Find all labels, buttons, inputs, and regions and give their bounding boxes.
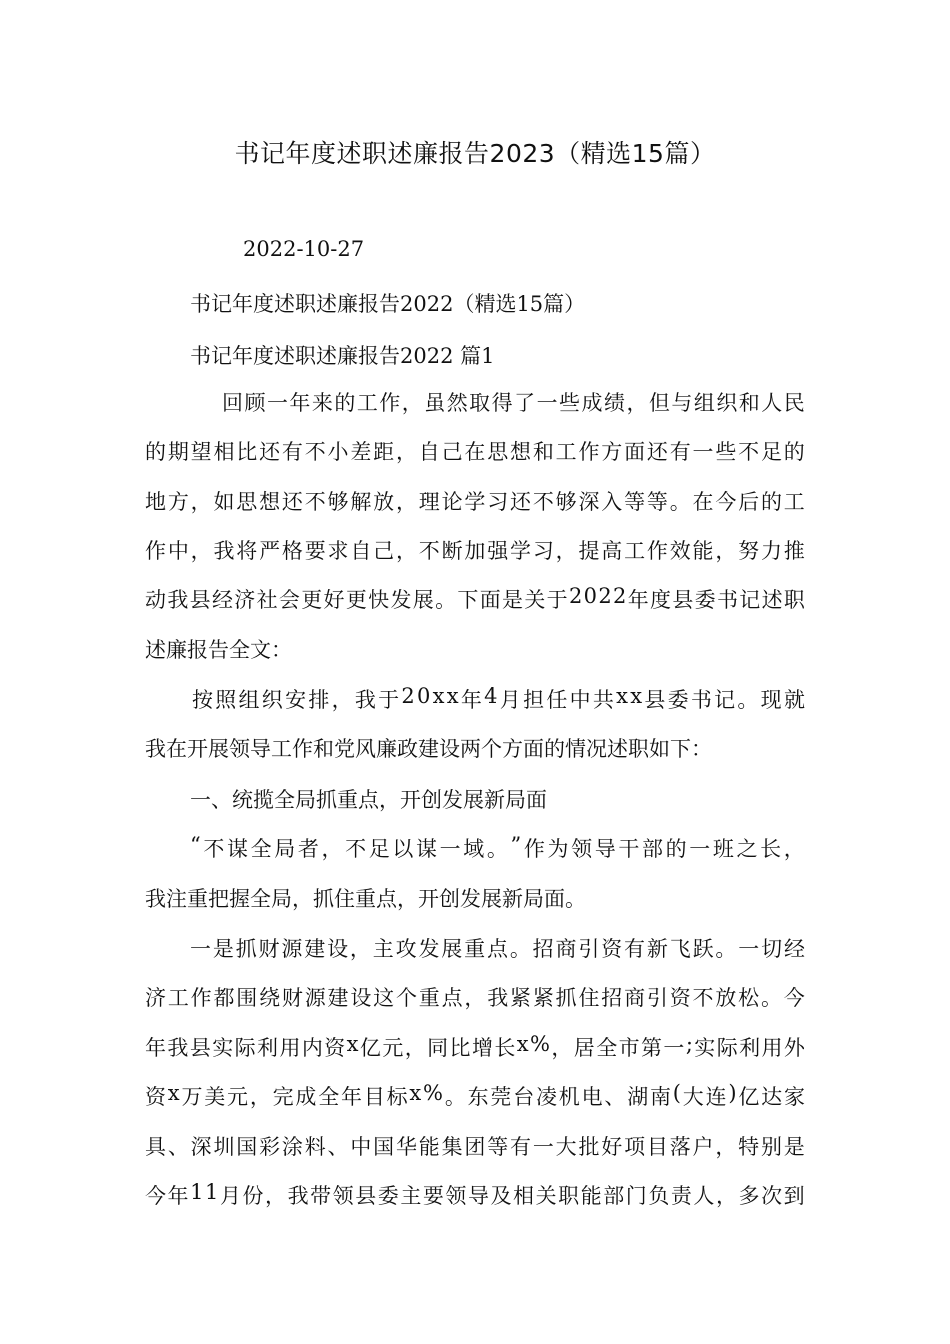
body-line: 济 工 作 都 围 绕 财 源 建 设 这 个 重 点 ， 我 紧 紧 抓 住 招 商 引 资 不 放 松 。 今 — [145, 986, 805, 1010]
document-subtitle: 书记年度述职述廉报告2022（精选15篇） — [190, 292, 586, 316]
body-line: 的 期 望 相 比 还 有 不 小 差 距 ， 自 己 在 思 想 和 工 作 方 面 还 有 一 些 不 足 的 — [145, 440, 805, 464]
body-line: 具 、 深 圳 国 彩 涂 料 、 中 国 华 能 集 团 等 有 一 大 批 好 项 目 落 户 ， 特 别 是 — [145, 1135, 805, 1159]
body-line: 我在开展领导工作和党风廉政建设两个方面的情况述职如下： — [145, 737, 712, 761]
body-line: 述廉报告全文： — [145, 638, 292, 662]
body-line: “ 不 谋 全 局 者 ， 不 足 以 谋 一 域 。 ” 作 为 领 导 干 部 的 一 班 之 长 ， — [190, 833, 805, 861]
body-line: 一 是 抓 财 源 建 设 ， 主 攻 发 展 重 点 。 招 商 引 资 有 新 飞 跃 。 一 切 经 — [190, 937, 805, 961]
section-heading: 书记年度述职述廉报告2022 篇1 — [190, 344, 495, 368]
document-date: 2022-10-27 — [243, 237, 365, 261]
body-line: 地 方 ， 如 思 想 还 不 够 解 放 ， 理 论 学 习 还 不 够 深 入 等 等 。 在 今 后 的 工 — [145, 490, 805, 514]
body-line: 我注重把握全局，抓住重点，开创发展新局面。 — [145, 887, 586, 911]
document-title: 书记年度述职述廉报告2023（精选15篇） — [234, 139, 716, 168]
body-line: 资 x 万 美 元 ， 完 成 全 年 目 标 x % 。 东 莞 台 凌 机 电 、 湖 南 ( 大 连 ) 亿 达 家 — [145, 1081, 805, 1109]
body-line: 作 中 ， 我 将 严 格 要 求 自 己 ， 不 断 加 强 学 习 ， 提 高 工 作 效 能 ， 努 力 推 — [145, 539, 805, 563]
body-line: 今 年 1 1 月 份 ， 我 带 领 县 委 主 要 领 导 及 相 关 职 能 部 门 负 责 人 ， 多 次 到 — [145, 1180, 805, 1208]
section-subheading: 一、统揽全局抓重点，开创发展新局面 — [190, 788, 547, 812]
body-line: 年 我 县 实 际 利 用 内 资 x 亿 元 ， 同 比 增 长 x % ， 居 全 市 第 一 ; 实 际 利 用 外 — [145, 1032, 805, 1060]
body-line: 回 顾 一 年 来 的 工 作 ， 虽 然 取 得 了 一 些 成 绩 ， 但 与 组 织 和 人 民 — [222, 391, 805, 415]
body-line: 按 照 组 织 安 排 ， 我 于 2 0 x x 年 4 月 担 任 中 共 x x 县 委 书 记 。 现 就 — [192, 684, 805, 712]
body-line: 动 我 县 经 济 社 会 更 好 更 快 发 展 。 下 面 是 关 于 2 0 2 2 年 度 县 委 书 记 述 职 — [145, 584, 805, 612]
